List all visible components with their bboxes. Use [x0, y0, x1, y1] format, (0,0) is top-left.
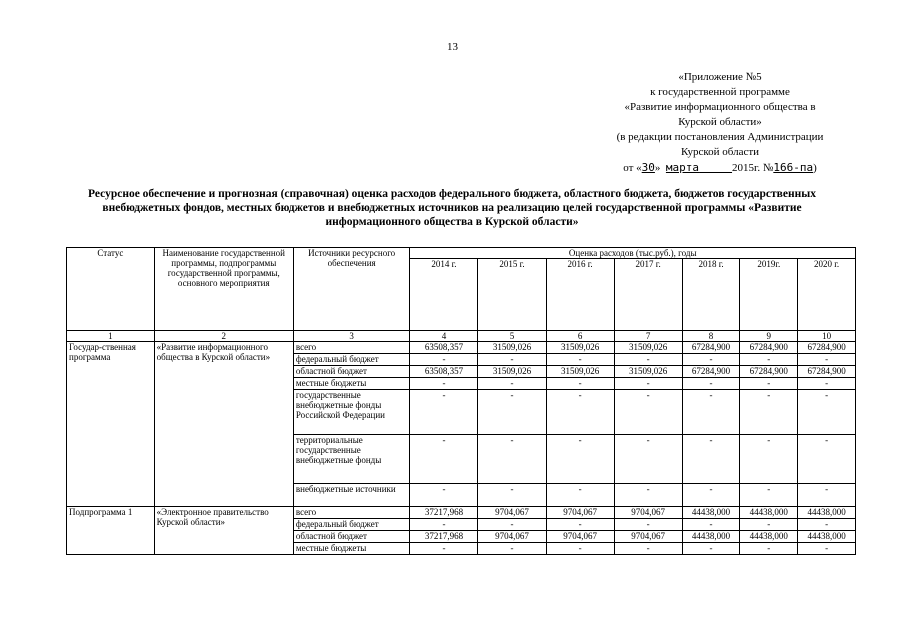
value-cell: 67284,900 [682, 366, 740, 378]
index-cell: 3 [293, 331, 410, 342]
index-cell: 8 [682, 331, 740, 342]
header-row [67, 248, 856, 259]
value-cell: - [740, 390, 798, 435]
header-year: 2019г. [740, 259, 798, 331]
header-year: 2018 г. [682, 259, 740, 331]
value-cell: - [478, 378, 546, 390]
value-cell: - [410, 543, 478, 555]
date-mid: » [654, 162, 661, 174]
table-row [67, 342, 856, 354]
value-cell: - [614, 390, 682, 435]
value-cell: - [682, 484, 740, 507]
source-cell: государственные внебюджетные фонды Российской Федерации [293, 390, 410, 435]
value-cell: - [682, 354, 740, 366]
appendix-date-line [570, 160, 870, 176]
value-cell: - [546, 543, 614, 555]
index-cell: 2 [154, 331, 293, 342]
document-title: Ресурсное обеспечение и прогнозная (справочная) оценка расходов федерального бюджета, областного бюджета, бюджетов государственных внебюджетных фондов, местных бюджетов и внебюджетных источников на реализацию целей государственной программы «Развитие информационного общества в Курской области» [88, 188, 816, 228]
value-cell: - [410, 378, 478, 390]
source-cell: всего [293, 507, 410, 519]
value-cell: 31509,026 [614, 366, 682, 378]
value-cell: 44438,000 [740, 531, 798, 543]
value-cell: 31509,026 [614, 342, 682, 354]
value-cell: 31509,026 [546, 366, 614, 378]
value-cell: - [740, 435, 798, 484]
date-year: 2015г. № [732, 162, 774, 174]
status-cell: Государ-ственная программа [67, 342, 155, 507]
appendix-line: (в редакции постановления Администрации [616, 131, 824, 143]
index-cell: 4 [410, 331, 478, 342]
source-cell: всего [293, 342, 410, 354]
source-cell: областной бюджет [293, 366, 410, 378]
value-cell: - [478, 435, 546, 484]
appendix-line: к государственной программе [650, 86, 790, 98]
appendix-line: «Развитие информационного общества в [624, 101, 816, 113]
value-cell: - [798, 378, 856, 390]
value-cell: 63508,357 [410, 366, 478, 378]
value-cell: - [740, 543, 798, 555]
resource-table [66, 247, 856, 555]
header-year: 2016 г. [546, 259, 614, 331]
page-number: 13 [447, 41, 458, 53]
header-name: Наименование государственной программы, подпрограммы государственной программы, основного мероприятия [154, 248, 293, 331]
value-cell: - [614, 435, 682, 484]
value-cell: - [682, 390, 740, 435]
value-cell: - [614, 543, 682, 555]
value-cell: 31509,026 [546, 342, 614, 354]
value-cell: 44438,000 [682, 507, 740, 519]
value-cell: - [682, 519, 740, 531]
value-cell: 44438,000 [798, 507, 856, 519]
header-year: 2014 г. [410, 259, 478, 331]
value-cell: - [682, 378, 740, 390]
source-cell: федеральный бюджет [293, 354, 410, 366]
value-cell: 67284,900 [798, 366, 856, 378]
value-cell: 67284,900 [798, 342, 856, 354]
value-cell: - [614, 354, 682, 366]
value-cell: - [546, 435, 614, 484]
value-cell: - [546, 390, 614, 435]
value-cell: - [614, 378, 682, 390]
value-cell: 44438,000 [682, 531, 740, 543]
index-cell: 6 [546, 331, 614, 342]
appendix-block [570, 70, 870, 176]
value-cell: 67284,900 [740, 342, 798, 354]
value-cell: 63508,357 [410, 342, 478, 354]
header-year: 2020 г. [798, 259, 856, 331]
value-cell: 67284,900 [682, 342, 740, 354]
value-cell: - [410, 519, 478, 531]
source-cell: местные бюджеты [293, 543, 410, 555]
header-source: Источники ресурсного обеспечения [293, 248, 410, 331]
value-cell: - [410, 484, 478, 507]
index-cell: 10 [798, 331, 856, 342]
date-suffix: ) [813, 162, 817, 174]
header-status: Статус [67, 248, 155, 331]
value-cell: 44438,000 [740, 507, 798, 519]
table-row [67, 507, 856, 519]
appendix-line: Курской области [680, 146, 760, 158]
value-cell: - [798, 519, 856, 531]
value-cell: 31509,026 [478, 342, 546, 354]
date-prefix: от « [623, 162, 642, 174]
value-cell: - [546, 354, 614, 366]
value-cell: - [682, 435, 740, 484]
value-cell: - [798, 354, 856, 366]
index-cell: 9 [740, 331, 798, 342]
value-cell: - [614, 484, 682, 507]
value-cell: - [478, 390, 546, 435]
value-cell: - [410, 435, 478, 484]
date-month: марта [665, 161, 700, 174]
value-cell: 31509,026 [478, 366, 546, 378]
value-cell: - [740, 354, 798, 366]
value-cell: - [478, 543, 546, 555]
status-cell: Подпрограмма 1 [67, 507, 155, 555]
value-cell: - [798, 435, 856, 484]
value-cell: - [740, 378, 798, 390]
value-cell: 9704,067 [614, 507, 682, 519]
value-cell: - [546, 484, 614, 507]
source-cell: областной бюджет [293, 531, 410, 543]
value-cell: - [478, 519, 546, 531]
value-cell: - [546, 378, 614, 390]
value-cell: 9704,067 [614, 531, 682, 543]
value-cell: 9704,067 [478, 507, 546, 519]
date-day: 30 [641, 161, 655, 174]
value-cell: - [478, 354, 546, 366]
value-cell: 9704,067 [478, 531, 546, 543]
value-cell: - [798, 484, 856, 507]
appendix-line: Курской области» [678, 116, 762, 128]
value-cell: 44438,000 [798, 531, 856, 543]
value-cell: - [798, 543, 856, 555]
value-cell: - [682, 543, 740, 555]
value-cell: - [410, 390, 478, 435]
program-name-cell: «Развитие информационного общества в Курской области» [154, 342, 293, 507]
source-cell: местные бюджеты [293, 378, 410, 390]
value-cell: - [478, 484, 546, 507]
value-cell: 37217,968 [410, 531, 478, 543]
value-cell: - [546, 519, 614, 531]
index-cell: 5 [478, 331, 546, 342]
value-cell: 9704,067 [546, 507, 614, 519]
index-row [67, 331, 856, 342]
value-cell: 67284,900 [740, 366, 798, 378]
value-cell: 9704,067 [546, 531, 614, 543]
index-cell: 7 [614, 331, 682, 342]
source-cell: федеральный бюджет [293, 519, 410, 531]
value-cell: - [614, 519, 682, 531]
value-cell: - [740, 484, 798, 507]
value-cell: 37217,968 [410, 507, 478, 519]
source-cell: внебюджетные источники [293, 484, 410, 507]
header-year: 2015 г. [478, 259, 546, 331]
program-name-cell: «Электронное правительство Курской области» [154, 507, 293, 555]
header-year: 2017 г. [614, 259, 682, 331]
decree-number: 166-па [773, 161, 814, 174]
value-cell: - [740, 519, 798, 531]
value-cell: - [410, 354, 478, 366]
index-cell: 1 [67, 331, 155, 342]
value-cell: - [798, 390, 856, 435]
appendix-line: «Приложение №5 [678, 71, 762, 83]
source-cell: территориальные государственные внебюджетные фонды [293, 435, 410, 484]
header-estimate: Оценка расходов (тыс.руб.), годы [410, 248, 856, 259]
